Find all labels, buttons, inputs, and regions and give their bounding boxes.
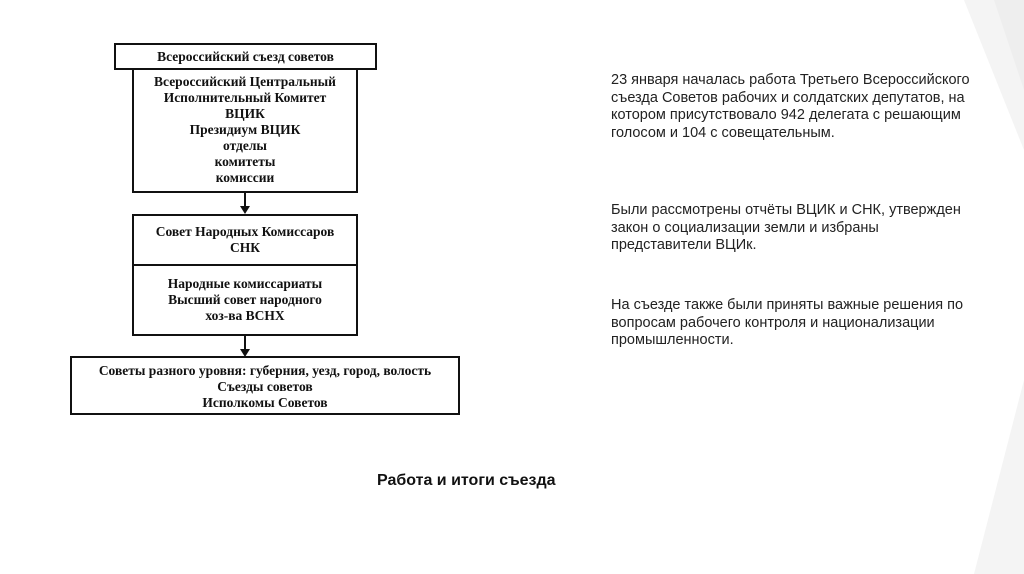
vtsik-line: ВЦИК bbox=[225, 106, 265, 121]
paragraph-reports: Были рассмотрены отчёты ВЦИК и СНК, утвержден закон о социализации земли и избраны представители ВЦИк. bbox=[611, 202, 961, 253]
commissariats-line: Народные комиссариаты bbox=[167, 276, 323, 291]
vtsik-line: Президиум ВЦИК bbox=[189, 122, 301, 137]
vtsik-line: Исполнительный Комитет bbox=[163, 90, 327, 105]
paragraph-delegates: 23 января началась работа Третьего Всероссийского съезда Советов рабочих и солдатских депутатов, на котором присутствовало 942 делегата с решающим голосом и 104 с совещательным. bbox=[611, 72, 970, 141]
local-soviets-line: Съезды советов bbox=[217, 379, 313, 394]
vtsik-line: комиссии bbox=[215, 170, 275, 185]
local-soviets-line: Советы разного уровня: губерния, уезд, город, волость bbox=[98, 363, 432, 378]
vtsik-line: отделы bbox=[223, 138, 267, 153]
vtsik-line: Всероссийский Центральный bbox=[154, 74, 336, 89]
decorative-corner-shapes bbox=[964, 0, 1024, 574]
arrow-down-icon bbox=[237, 336, 253, 358]
local-soviets-line: Исполкомы Советов bbox=[202, 395, 328, 410]
slide-title: Работа и итоги съезда bbox=[377, 472, 556, 489]
paragraph-decisions: На съезде также были приняты важные решения по вопросам рабочего контроля и национализации промышленности. bbox=[611, 297, 964, 348]
snk-line: Совет Народных Комиссаров bbox=[155, 224, 335, 239]
snk-line: СНК bbox=[229, 240, 261, 255]
vtsik-line: комитеты bbox=[214, 154, 276, 169]
commissariats-box bbox=[132, 264, 358, 336]
congress-box bbox=[114, 43, 377, 70]
commissariats-line: хоз-ва ВСНХ bbox=[205, 308, 285, 323]
congress-label: Всероссийский съезд советов bbox=[157, 49, 334, 64]
vtsik-box bbox=[132, 68, 358, 193]
local-soviets-box bbox=[70, 356, 460, 415]
commissariats-line: Высший совет народного bbox=[168, 292, 322, 307]
snk-box bbox=[132, 214, 358, 266]
arrow-down-icon bbox=[237, 193, 253, 215]
